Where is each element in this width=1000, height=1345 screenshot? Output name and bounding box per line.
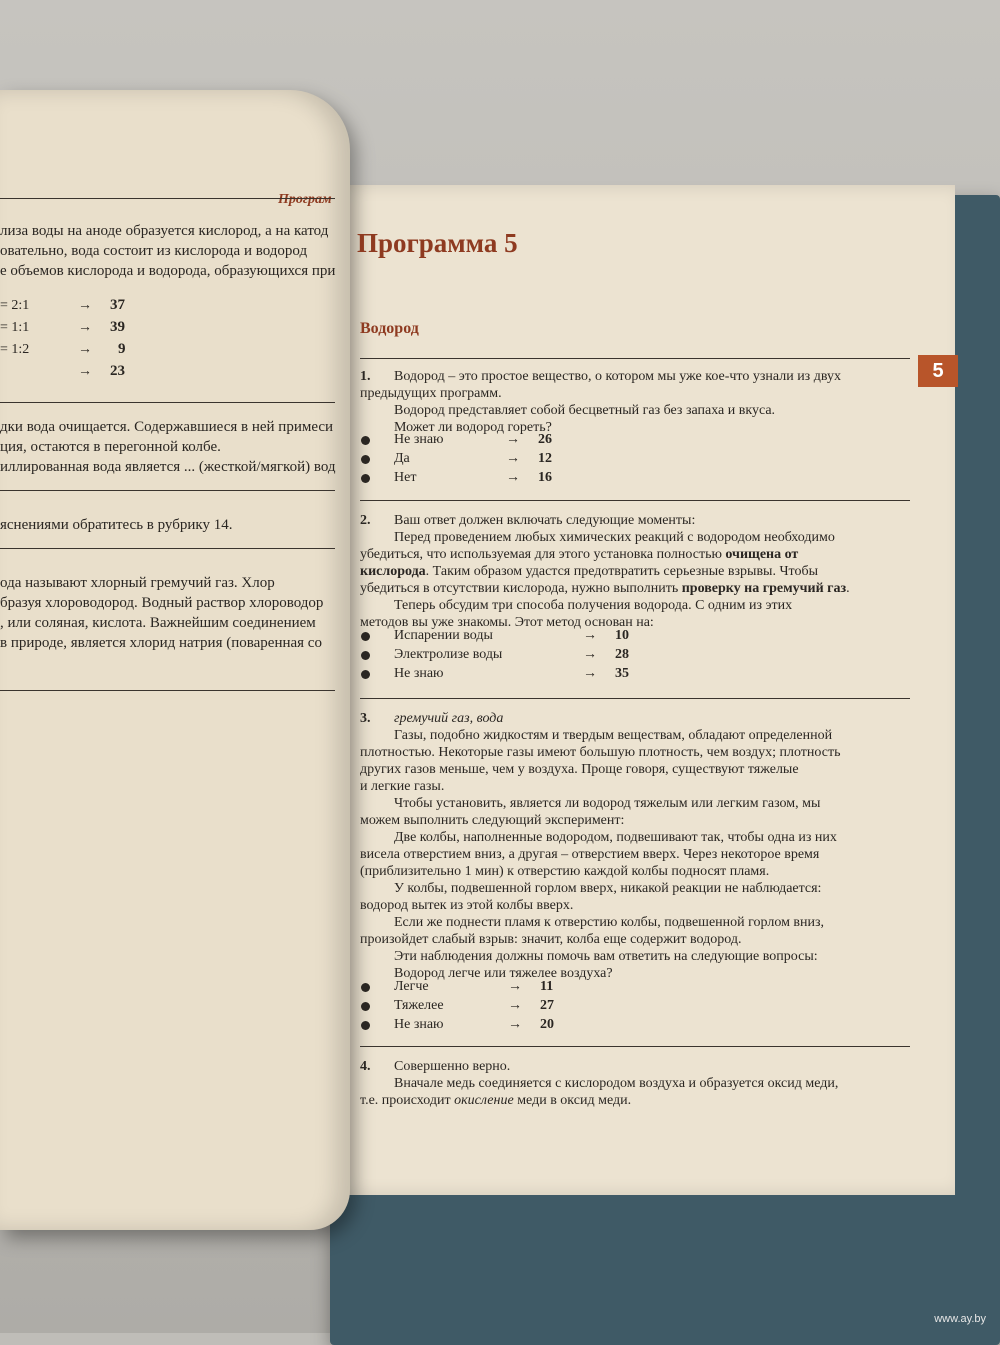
item-answer: гремучий газ, вода (394, 711, 504, 726)
item-number: 4. (360, 1059, 371, 1074)
item-text-line: (приблизительно 1 мин) к отверстию каждой колбы подносят пламя. (360, 864, 770, 879)
bullet-icon (361, 436, 370, 445)
emphasis-text: проверку на гремучий газ (681, 581, 847, 596)
bullet-icon (361, 474, 370, 483)
item-number: 3. (360, 711, 371, 726)
item-text-line: Эти наблюдения должны помочь вам ответить на следующие вопросы: (394, 949, 818, 964)
item-text-line: и легкие газы. (360, 779, 445, 794)
item-text-line: Газы, подобно жидкостям и твердым веществам, обладают определенной (394, 728, 833, 743)
bullet-icon (361, 670, 370, 679)
left-text-line: , или соляная, кислота. Важнейшим соединением (0, 615, 316, 631)
item-text-segment: . (846, 581, 850, 596)
item-text-line: Водород – это простое вещество, о котором мы уже кое-что узнали из двух (394, 369, 841, 384)
emphasis-text: окисление (454, 1093, 514, 1108)
bullet-icon (361, 1021, 370, 1030)
emphasis-text: кислорода (360, 564, 426, 579)
option-number: 12 (538, 451, 552, 466)
bullet-icon (361, 455, 370, 464)
left-page-header: Програм (278, 192, 332, 207)
item-text-line: методов вы уже знакомы. Этот метод основан на: (360, 615, 654, 630)
option-number: 28 (615, 647, 629, 662)
left-option-label: = 2:1 (0, 298, 30, 313)
left-option-number: 23 (110, 363, 125, 379)
item-rule (360, 1046, 910, 1047)
arrow-icon: → (583, 666, 597, 681)
left-rule-bottom (0, 690, 335, 691)
item-text-segment: убедиться, что используемая для этого установка полностью (360, 547, 722, 562)
left-option-number: 37 (110, 297, 125, 313)
option-number: 10 (615, 628, 629, 643)
item-text-line: У колбы, подвешенной горлом вверх, никакой реакции не наблюдается: (394, 881, 822, 896)
item-text-line: Если же поднести пламя к отверстию колбы, подвешенной горлом вниз, (394, 915, 825, 930)
item-rule (360, 698, 910, 699)
arrow-icon: → (78, 320, 92, 335)
left-text-line: иллированная вода является ... (жесткой/мягкой) вод (0, 459, 336, 475)
left-text-line: дки вода очищается. Содержавшиеся в ней примеси (0, 419, 334, 435)
bullet-icon (361, 1002, 370, 1011)
left-option-number: 39 (110, 319, 125, 335)
left-text-line: лиза воды на аноде образуется кислород, а на катод (0, 223, 329, 239)
section-rule (360, 358, 910, 359)
arrow-icon: → (508, 998, 522, 1013)
option-label: Легче (394, 979, 429, 994)
item-text-segment: меди в оксид меди. (517, 1093, 632, 1108)
item-text-line: Может ли водород гореть? (394, 420, 552, 435)
item-text-line: Водород легче или тяжелее воздуха? (394, 966, 613, 981)
left-option-label: = 1:1 (0, 320, 30, 335)
arrow-icon: → (78, 298, 92, 313)
left-text-line: е объемов кислорода и водорода, образующихся при (0, 263, 336, 279)
option-label: Тяжелее (394, 998, 444, 1013)
right-page (335, 185, 955, 1195)
option-number: 26 (538, 432, 552, 447)
option-label: Нет (394, 470, 417, 485)
option-label: Испарении воды (394, 628, 493, 643)
option-number: 16 (538, 470, 552, 485)
arrow-icon: → (506, 432, 520, 447)
bullet-icon (361, 632, 370, 641)
arrow-icon: → (78, 342, 92, 357)
item-text-line: Две колбы, наполненные водородом, подвешивают так, чтобы одна из них (394, 830, 837, 845)
arrow-icon: → (508, 1017, 522, 1032)
left-page (0, 90, 350, 1230)
arrow-icon: → (506, 451, 520, 466)
option-label: Не знаю (394, 666, 444, 681)
item-text-line: Чтобы установить, является ли водород тяжелым или легким газом, мы (394, 796, 821, 811)
item-text-line: других газов меньше, чем у воздуха. Проще говоря, существуют тяжелые (360, 762, 799, 777)
item-text-line: висела отверстием вниз, а другая – отверстием вверх. Через некоторое время (360, 847, 820, 862)
item-text-line: плотностью. Некоторые газы имеют большую плотность, чем воздух; плотность (360, 745, 841, 760)
item-number: 2. (360, 513, 371, 528)
left-text-line: яснениями обратитесь в рубрику 14. (0, 517, 233, 533)
arrow-icon: → (583, 647, 597, 662)
chapter-tab: 5 (918, 355, 958, 387)
left-text-line: в природе, является хлорид натрия (поваренная со (0, 635, 322, 651)
option-number: 11 (540, 979, 554, 994)
item-text-line (360, 546, 798, 563)
arrow-icon: → (506, 470, 520, 485)
option-label: Электролизе воды (394, 647, 503, 662)
left-text-line: ция, остаются в перегонной колбе. (0, 439, 221, 455)
left-text-line: бразуя хлороводород. Водный раствор хлороводор (0, 595, 324, 611)
item-text-line: Водород представляет собой бесцветный газ без запаха и вкуса. (394, 403, 776, 418)
item-text-line (360, 563, 818, 580)
emphasis-text: очищена от (725, 547, 799, 562)
bullet-icon (361, 651, 370, 660)
option-number: 20 (540, 1017, 554, 1032)
program-title: Программа 5 (357, 228, 518, 258)
left-rule (0, 402, 335, 403)
item-text-line: Вначале медь соединяется с кислородом воздуха и образуется оксид меди, (394, 1076, 839, 1091)
item-text-line: произойдет слабый взрыв: значит, колба еще содержит водород. (360, 932, 742, 947)
section-title: Водород (360, 320, 419, 337)
item-rule (360, 500, 910, 501)
item-text-segment: т.е. происходит (360, 1093, 451, 1108)
watermark: www.ay.by (934, 1313, 986, 1325)
left-option-number: 9 (118, 341, 126, 357)
left-option-label: = 1:2 (0, 342, 30, 357)
left-rule (0, 548, 335, 549)
item-text-segment: . Таким образом удастся предотвратить серьезные взрывы. Чтобы (425, 564, 819, 579)
bullet-icon (361, 983, 370, 992)
arrow-icon: → (78, 364, 92, 379)
item-text-line: Ваш ответ должен включать следующие моменты: (394, 513, 696, 528)
item-text-line: Совершенно верно. (394, 1059, 511, 1074)
left-text-line: овательно, вода состоит из кислорода и водород (0, 243, 308, 259)
item-text-line: Перед проведением любых химических реакций с водородом необходимо (394, 530, 835, 545)
item-text-line: можем выполнить следующий эксперимент: (360, 813, 625, 828)
left-rule (0, 490, 335, 491)
item-text-line: водород вытек из этой колбы вверх. (360, 898, 574, 913)
option-label: Да (394, 451, 410, 466)
item-text-line (360, 580, 850, 597)
arrow-icon: → (583, 628, 597, 643)
left-text-line: ода называют хлорный гремучий газ. Хлор (0, 575, 275, 591)
option-label: Не знаю (394, 1017, 444, 1032)
arrow-icon: → (508, 979, 522, 994)
left-rule-top (0, 198, 335, 199)
item-number: 1. (360, 369, 371, 384)
item-text-line (360, 1092, 631, 1109)
option-number: 27 (540, 998, 554, 1013)
option-number: 35 (615, 666, 629, 681)
item-text-segment: убедиться в отсутствии кислорода, нужно выполнить (360, 581, 679, 596)
option-label: Не знаю (394, 432, 444, 447)
item-text-line: Теперь обсудим три способа получения водорода. С одним из этих (394, 598, 793, 613)
item-text-line: предыдущих программ. (360, 386, 502, 401)
